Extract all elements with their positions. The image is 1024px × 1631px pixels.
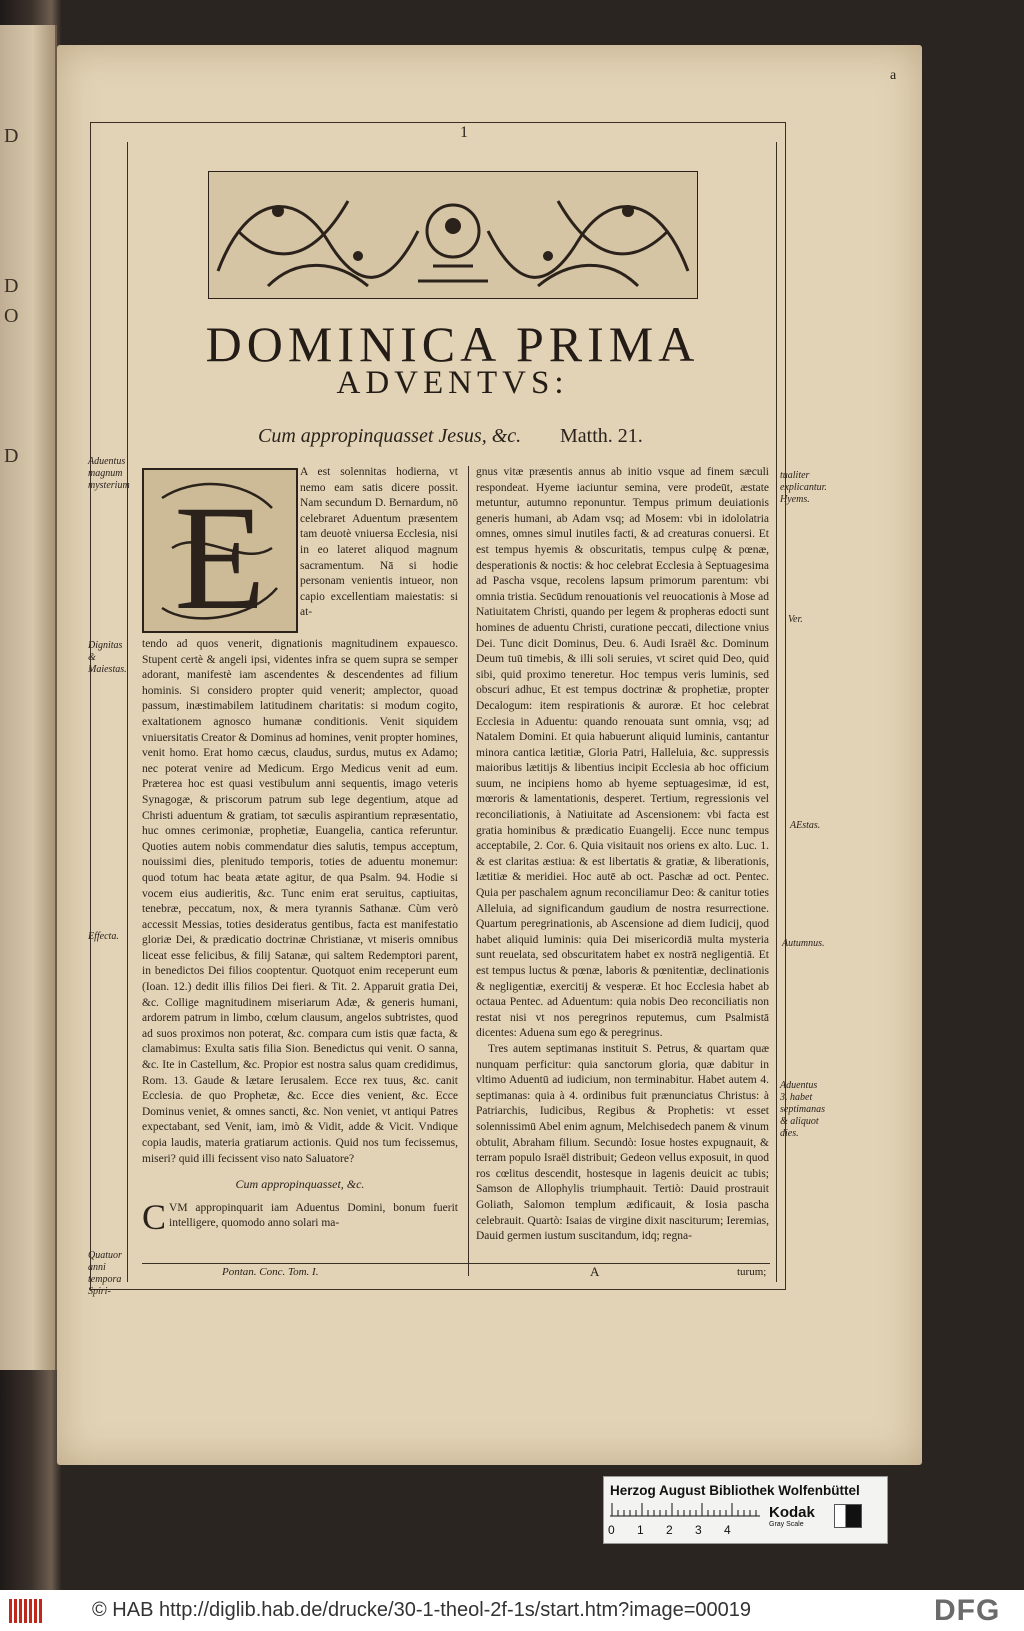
section-heading: Cum appropinquasset, &c. bbox=[235, 1177, 365, 1192]
left-page-fragment: D bbox=[4, 275, 19, 297]
svg-text:E: E bbox=[174, 475, 266, 633]
scale-numbers bbox=[608, 1523, 753, 1537]
margin-note-left: Effecta. bbox=[88, 931, 119, 942]
page-number: 1 bbox=[460, 124, 468, 141]
margin-note-right: Aduentus 3. habet septimanas & aliquot dies. bbox=[780, 1080, 825, 1139]
left-page-fragment: O bbox=[4, 305, 19, 327]
margin-note-right: Autumnus. bbox=[782, 938, 825, 949]
scale-number: 2 bbox=[666, 1523, 673, 1537]
paragraph: tendo ad quos venerit, dignationis magnitudinem expauesco. Stupent certè & angeli ipsi, videntes infra se quem supra se semper adorant, manifestè iam ascendentes & descendentes ad filium hominis. Si considero propter quid venerit; amplector, quoad passum, inæstimabilem latitudinem charitatis: si modum cogito, exaltationem agnosco humanæ conditionis. Venit siquidem vniuersitatis Creator & Dominus ad homines, venit propter homines, venit homo. Erat homo cæcus, claudus, surdus, mutus ex Adamo; nec poterat venire ad Medicum. Ergo Medicus venit ad eum. Præterea hoc est quasi vestibulum anni sequentis, imago veteris Synagogæ, & priscorum patrum sub lege degentium, atque ad Christi aduentum & gratiam, tot sæculis aspirantium repræsentatio, huc omnes cerimoniæ, prophetiæ, Euangelia, cantica referuntur. Quoties autem nobis commendatur dies salutis, tempus acceptum, nouissimi dies, plenitudo temporis, toties de aduentu monemur: quod totum hac beata ætate agitur, de qua Psalm. 94. Hodie si vocem eius audieritis, &c. Tunc enim erat seruitus, captiuitas, tenebræ, peccatum, nox, & mera tyrannis Sathanæ. Cùm verò accessit Messias, toties desideratus gentibus, facta est manifestatio gloriæ Dei, & prædicatio doctrinæ Christianæ, vt miseris omnibus liceat esse felicibus, & filij Satanæ, qui saltem Redemptori parent, in benedictos Dei filios cooptentur. Quotquot enim receperunt eum (Ioan. 12.) dedit illis filios Dei fieri. & Tit. 2. Apparuit gratia Dei, &c. Collige magnitudinem miseriarum Adæ, & generis humani, ardorem patrum in limbo, cœlum clausum, angelos subtristes, quod ad suos proximos non poterat, &c. compara cum istis quæ facta, & clamabimus: Exulta satis filia Sion. Benedictus qui venit. O sanna, &c. Ite in Castellum, &c. Propior est nostra salus quam credidimus, Rom. 13. Gaude & lætare Ierusalem. Ecce rex tuus, &c. canit Ecclesia. de quo Prophetæ, &c. Ecce dies venient, &c. Ecce Dominus veniet, & omnes sancti, &c. Non veniet, vt antiqui Patres expectabant, sed Venit, iam, imò & Vidit, adde & Vicit. Vndique copia laudis, materia gratiarum actionis. Quid nos tum fecissemus, miseri? quid illi fecissent viso nato Saluatore? bbox=[142, 638, 458, 1165]
initial-letter: C bbox=[142, 1196, 167, 1237]
drop-cap-e bbox=[142, 468, 298, 633]
margin-note-left: Aduentus magnum mysterium bbox=[88, 456, 130, 491]
margin-note-right: tualiter explicantur. Hyems. bbox=[780, 470, 827, 505]
scale-number: 1 bbox=[637, 1523, 644, 1537]
ornament-headpiece bbox=[208, 171, 698, 299]
paragraph bbox=[142, 1196, 458, 1237]
page-title: DOMINICA PRIMA bbox=[205, 316, 700, 372]
gray-scale-label: Gray Scale bbox=[769, 1521, 804, 1528]
library-label: Herzog August Bibliothek Wolfenbüttel bbox=[610, 1483, 860, 1498]
margin-note-right: Ver. bbox=[788, 614, 803, 625]
corner-mark: a bbox=[890, 68, 897, 83]
footer-rule bbox=[142, 1263, 770, 1264]
column-left-top bbox=[300, 465, 458, 621]
scale-number: 3 bbox=[695, 1523, 702, 1537]
left-page-fragment: D bbox=[4, 445, 19, 467]
column-left bbox=[142, 637, 458, 1237]
signature-mark: A bbox=[590, 1264, 600, 1279]
paragraph: Tres autem septimanas instituit S. Petrus, & quartam quæ nunquam perficitur: quia sanctorum gloria, quæ dabitur in vltimo Aduentū ad iudicium, non terminabitur. Habet autem 4. septimanas: quia à 4. ordinibus fuit prænunciatus Christus: à Patriarchis, Iudicibus, Regibus & Prophetis: vt esset solennissimū Abel enim agnum, Melchisedech panem & vinum obtulit, Abraham filium. Secundò: Iosue hostes expugnauit, & terram populo Israël distribuit; Gedeon vellus exposuit, in quod ros cœlitus descendit, hostesque in lagenis deuicit ac tubis; Samson de Allophylis triumphauit. Tertiò: Dauid prostrauit Goliath, Salomon templum ædificauit, & Iosia pascha celebrauit. Quartò: Isaias de virgine dixit nasciturum; Ieremias, Dauid germen iustum suscitandum, idq; regna- bbox=[476, 1042, 769, 1243]
viewer-footer-bar bbox=[0, 1590, 1024, 1631]
margin-note-right: AEstas. bbox=[790, 820, 821, 831]
column-right bbox=[476, 465, 769, 1245]
scale-number: 4 bbox=[724, 1523, 731, 1537]
hab-logo-icon bbox=[8, 1597, 46, 1625]
scripture-reference: Matth. 21. bbox=[560, 425, 643, 447]
kodak-brand: Kodak bbox=[769, 1504, 815, 1521]
paragraph: A est solennitas hodierna, vt nemo eam satis dicere possit. Nam secundum D. Bernardum, nō celebraret Aduentum præsentem tam deuotè vniuersa Ecclesia, nisi in eo lateret aliquod magnum sacramentum. Nā si hodie personam venientis intueor, non capio excellentiam maiestatis: si at- bbox=[300, 466, 458, 619]
left-page-edge bbox=[0, 25, 57, 1370]
dfg-logo: DFG bbox=[934, 1594, 1001, 1627]
scale-number: 0 bbox=[608, 1523, 615, 1537]
gray-patch bbox=[834, 1504, 862, 1528]
paragraph-text: VM appropinquarit iam Aduentus Domini, bonum fuerit intelligere, quomodo anno solari ma- bbox=[169, 1201, 458, 1230]
kodak-color-scale bbox=[603, 1476, 888, 1544]
margin-note-left: Quatuor anni tempora Spiri- bbox=[88, 1250, 122, 1297]
source-link[interactable]: © HAB http://diglib.hab.de/drucke/30-1-theol-2f-1s/start.htm?image=00019 bbox=[92, 1599, 751, 1621]
paragraph: gnus vitæ præsentis annus ab initio vsque ad finem sæculi respondeat. Hyeme iaciuntur semina, vere prodeūt, æstate metuntur, autumno reponuntur. Tempus primum deuiationis generis humani, ab Adam vsq; ad Mosem: vbi in idololatria omnes, omnes simul inutiles facti, & ad creaturas conuersi. Et est tempus hyemis & obscuritatis, tempus culpę & pœnæ, desperationis & noctis: & hoc celebrat Ecclesia à Septuagesima ad Pascha vsque, recolens lapsum primorum parentum: vbi omnia tristia. Secūdum renouationis vel reuocationis à Mose ad Natiuitatem Christi, quando per legem & propheras edocti sunt homines de aduentu Christi, curatione peccati, dilectione vnius Dei. Tunc dicit Dominus, Deu. 6. Audi Israël &c. Dominum Deum tuū timebis, & illi soli seruies, vt sciret quid Deo, quid sibi, quid proximo teneretur. Hoc tempus veris luminis, sed obscuri adhuc, Et est tempus doctrinæ & prophetiæ, propter Decalogum: item respirationis & auroræ. Et hoc celebrat Ecclesia in Aduentu: quando renouata sunt omnia, vsq; ad Natalem Domini. Et quia habuerunt aliquid luminis, cantantur minora cantica lætitiæ, Gloria Patri, Halleluia, &c. suppressis maioribus lætitijs & libentius incipit Ecclesia ab hoc officium suum, ne incipiens homo ab hyeme septuagesimæ, id est, mœroris & lamentationis, desperet. Tertium, regressionis vel reconciliationis, à Natiuitate ad Ascensionem: vbi facta est gratia hominibus & prædicatio Euangelij. Ecce nunc tempus acceptabile, 2. Cor. 6. Quia visitauit nos oriens ex alto. Luc. 1. & est claritas æstiua: & est libertatis & gratiæ, & liberationis, lætitiæ & meridiei. Hoc autē ab oct. Paschæ ad oct. Pentec. Quia per paschalem agnum reconciliamur Deo: & canitur toties Alleluia, ad significandum gaudium de nostra resurrectione. Quartum peregrinationis, ab Ascensione ad diem Iudicij, quod habet aliquid luminis: quia Dei misericordiā multa mysteria sunt reuelata, sed obscuritatem habet ex nostrā negligentiā. Et est tempus luctus & pœnæ, laboris & pœnitentiæ, declinationis & negligentiæ, exercitij & vesperæ. Et hoc Ecclesia habet ab octaua Pentec. ad Aduentum: quia nobis Deo reconciliatis non restat nisi vt nos peregrinos reputemus, cum Psalmistā dicentes: Aduena sum ego & peregrinus. bbox=[476, 466, 769, 1040]
ruler-icon bbox=[610, 1503, 760, 1517]
page-subtitle: ADVENTVS: bbox=[336, 365, 569, 401]
left-page-fragment: D bbox=[4, 125, 19, 147]
footer-title: Pontan. Conc. Tom. I. bbox=[222, 1266, 319, 1278]
margin-note-left: Dignitas & Maiestas. bbox=[88, 640, 127, 675]
incipit: Cum appropinquasset Jesus, &c. bbox=[258, 425, 522, 447]
column-divider bbox=[468, 466, 469, 1276]
catchword: turum; bbox=[737, 1266, 767, 1278]
